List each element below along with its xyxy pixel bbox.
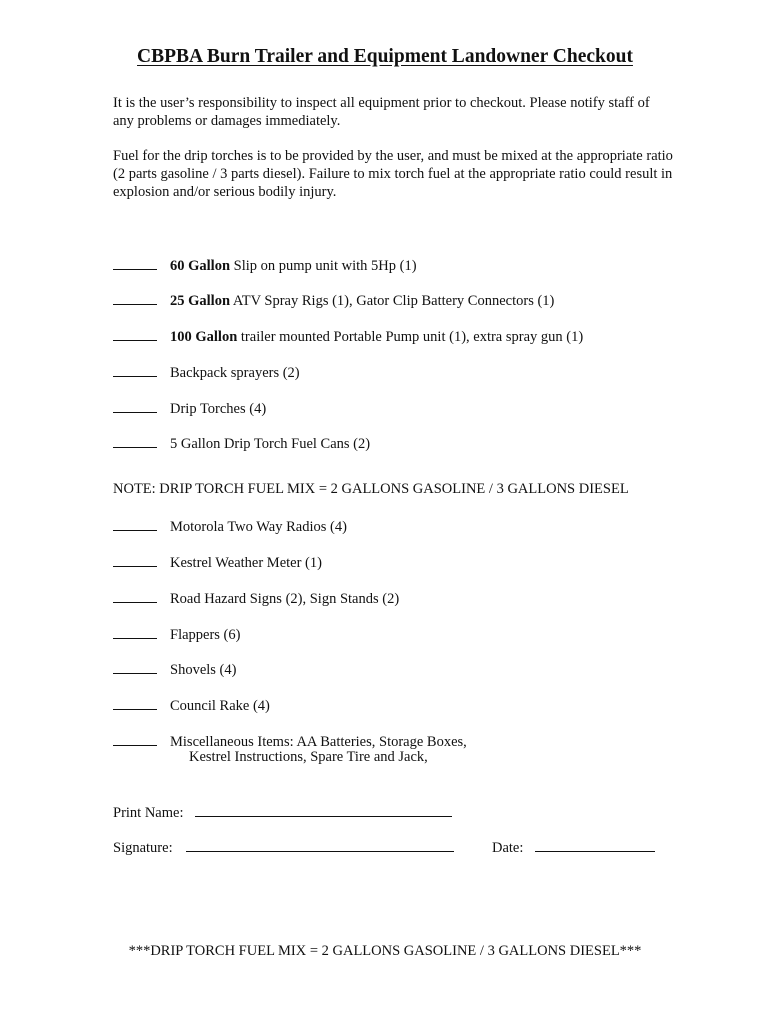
item-description: Shovels (4) (170, 662, 237, 678)
item-description: Road Hazard Signs (2), Sign Stands (2) (170, 591, 400, 607)
checklist-item (113, 326, 713, 346)
checklist-item (113, 659, 713, 679)
item-capacity: 100 Gallon (170, 329, 238, 345)
checklist-item (113, 695, 713, 715)
fuel-notice-paragraph: Fuel for the drip torches is to be provided by the user, and must be mixed at the appropriate ratio (2 parts gasoline / 3 parts diesel). Failure to mix torch fuel at the appropriate ratio could result in explosion and/or serious bodily injury. (113, 148, 673, 200)
page-title: CBPBA Burn Trailer and Equipment Landowner Checkout (137, 46, 633, 67)
checkbox-blank-line[interactable] (113, 516, 157, 531)
item-description: Backpack sprayers (2) (170, 365, 300, 381)
item-description: Council Rake (4) (170, 698, 270, 714)
item-description: Drip Torches (4) (170, 401, 267, 417)
checklist-item (113, 398, 713, 418)
checklist-item (113, 290, 713, 310)
checkbox-blank-line[interactable] (113, 362, 157, 377)
checklist-item (113, 552, 713, 572)
signature-field[interactable] (113, 837, 454, 857)
checkbox-blank-line[interactable] (113, 398, 157, 413)
intro-paragraph: It is the user’s responsibility to inspect all equipment prior to checkout. Please notify staff of any problems or damages immediately. (113, 95, 650, 129)
checklist-item (113, 255, 713, 275)
item-description: ATV Spray Rigs (1), Gator Clip Battery Connectors (1) (230, 293, 555, 309)
checklist-item (113, 516, 713, 536)
checkbox-blank-line[interactable] (113, 624, 157, 639)
checkbox-blank-line[interactable] (113, 695, 157, 710)
checklist-item (113, 588, 713, 608)
item-description: Slip on pump unit with 5Hp (1) (230, 258, 417, 274)
checkbox-blank-line[interactable] (113, 433, 157, 448)
checkbox-blank-line[interactable] (113, 588, 157, 603)
signature-label: Signature: (113, 840, 173, 856)
signature-line[interactable] (186, 837, 454, 852)
date-line[interactable] (535, 837, 655, 852)
checkbox-blank-line[interactable] (113, 659, 157, 674)
print-name-field[interactable] (113, 802, 452, 822)
fuel-mix-note: NOTE: DRIP TORCH FUEL MIX = 2 GALLONS GASOLINE / 3 GALLONS DIESEL (113, 481, 629, 497)
date-field[interactable] (492, 837, 655, 857)
print-name-label: Print Name: (113, 805, 184, 821)
misc-items-continued: Kestrel Instructions, Spare Tire and Jack, (189, 749, 428, 765)
checklist-item (113, 362, 713, 382)
checkbox-blank-line[interactable] (113, 326, 157, 341)
checklist-item (113, 624, 713, 644)
checklist-item (113, 433, 713, 453)
item-description: Flappers (6) (170, 627, 241, 643)
item-description: Kestrel Weather Meter (1) (170, 555, 322, 571)
checkbox-blank-line[interactable] (113, 290, 157, 305)
item-description: Miscellaneous Items: AA Batteries, Storage Boxes, (170, 734, 467, 750)
date-label: Date: (492, 840, 524, 856)
item-description: 5 Gallon Drip Torch Fuel Cans (2) (170, 436, 371, 452)
checkbox-blank-line[interactable] (113, 255, 157, 270)
item-description: trailer mounted Portable Pump unit (1), extra spray gun (1) (237, 329, 584, 345)
checkbox-blank-line[interactable] (113, 552, 157, 567)
item-capacity: 60 Gallon (170, 258, 231, 274)
footer-fuel-mix-reminder: ***DRIP TORCH FUEL MIX = 2 GALLONS GASOLINE / 3 GALLONS DIESEL*** (128, 943, 642, 959)
print-name-line[interactable] (195, 802, 452, 817)
item-capacity: 25 Gallon (170, 293, 231, 309)
item-description: Motorola Two Way Radios (4) (170, 519, 347, 535)
checkbox-blank-line[interactable] (113, 731, 157, 746)
